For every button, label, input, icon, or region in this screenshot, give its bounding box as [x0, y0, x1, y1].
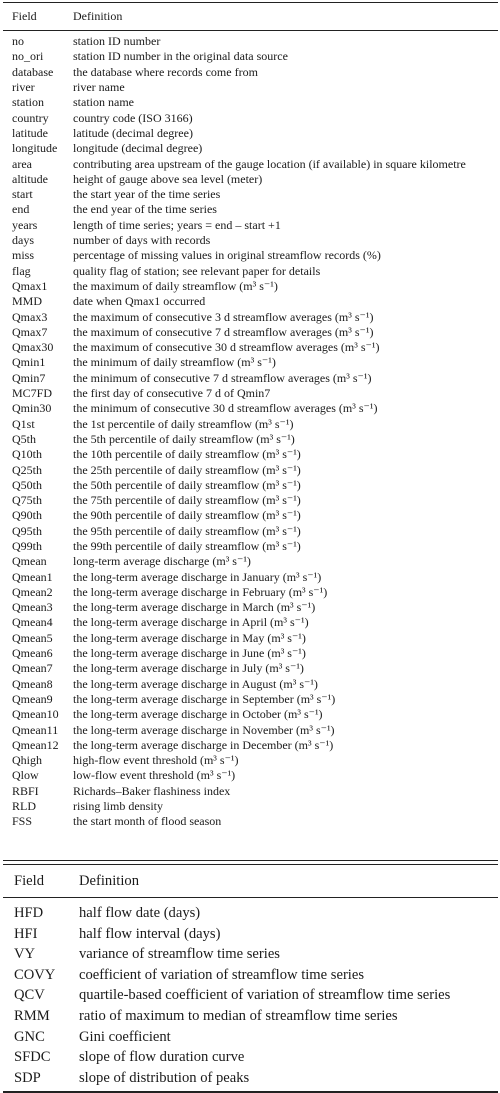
field-definition: the 25th percentile of daily streamflow (m³ s⁻¹)	[73, 462, 301, 477]
field-definition: river name	[73, 80, 125, 95]
table-row	[3, 417, 498, 432]
table-row	[3, 723, 498, 738]
field-name: end	[12, 202, 30, 217]
field-definition: Gini coefficient	[79, 1028, 171, 1045]
field-definition: variance of streamflow time series	[79, 946, 280, 963]
field-name: RBFI	[12, 783, 39, 798]
field-definition: the minimum of consecutive 30 d streamflow averages (m³ s⁻¹)	[73, 401, 378, 416]
table-row	[3, 646, 498, 661]
fields-table-upper	[3, 2, 498, 833]
field-definition: the long-term average discharge in October (m³ s⁻¹)	[73, 707, 323, 722]
field-name: GNC	[14, 1028, 45, 1045]
field-name: MMD	[12, 294, 43, 309]
table-row	[3, 965, 498, 986]
field-definition: the 99th percentile of daily streamflow (m³ s⁻¹)	[73, 538, 301, 553]
field-name: HFI	[14, 925, 38, 942]
table-row	[3, 126, 498, 141]
field-name: FSS	[12, 814, 33, 829]
field-name: Qlow	[12, 768, 39, 783]
table-row	[3, 677, 498, 692]
table-row	[3, 570, 498, 585]
table-row	[3, 172, 498, 187]
table-row	[3, 202, 498, 217]
field-name: Q10th	[12, 447, 42, 462]
field-name: miss	[12, 248, 35, 263]
table-row	[3, 340, 498, 355]
field-name: Qmean8	[12, 676, 53, 691]
field-name: no_ori	[12, 49, 44, 64]
field-definition: the long-term average discharge in June (m³ s⁻¹)	[73, 646, 306, 661]
table-row	[3, 386, 498, 401]
table-row	[3, 508, 498, 523]
field-name: Qmean4	[12, 615, 53, 630]
table-row	[3, 985, 498, 1006]
field-name: Qmean5	[12, 630, 53, 645]
field-definition: ratio of maximum to median of streamflow time series	[79, 1007, 398, 1024]
field-name: Qmean2	[12, 584, 53, 599]
table-header	[3, 865, 498, 897]
table-row	[3, 814, 498, 829]
table-row	[3, 524, 498, 539]
field-name: QCV	[14, 987, 45, 1004]
table-row	[3, 784, 498, 799]
table-row	[3, 615, 498, 630]
table-row	[3, 248, 498, 263]
bottom-rule	[3, 1091, 498, 1092]
table-row	[3, 141, 498, 156]
field-name: Q5th	[12, 431, 36, 446]
field-definition: the end year of the time series	[73, 202, 217, 217]
field-definition: the long-term average discharge in March (m³ s⁻¹)	[73, 600, 316, 615]
table-row	[3, 903, 498, 924]
table-row	[3, 65, 498, 80]
field-definition: the minimum of daily streamflow (m³ s⁻¹)	[73, 355, 276, 370]
field-name: COVY	[14, 966, 56, 983]
field-name: days	[12, 233, 34, 248]
field-definition: quality flag of station; see relevant paper for details	[73, 263, 321, 278]
field-definition: the 10th percentile of daily streamflow (m³ s⁻¹)	[73, 447, 301, 462]
field-name: Qmean3	[12, 600, 53, 615]
field-definition: height of gauge above sea level (meter)	[73, 171, 263, 186]
field-definition: the long-term average discharge in November (m³ s⁻¹)	[73, 722, 335, 737]
field-name: no	[12, 34, 24, 49]
table-row	[3, 600, 498, 615]
field-definition: contributing area upstream of the gauge location (if available) in square kilometre	[73, 156, 466, 171]
field-definition: the minimum of consecutive 7 d streamflow averages (m³ s⁻¹)	[73, 370, 372, 385]
table-row	[3, 49, 498, 64]
field-definition: date when Qmax1 occurred	[73, 294, 206, 309]
field-definition: the first day of consecutive 7 d of Qmin7	[73, 386, 271, 401]
field-definition: station ID number in the original data source	[73, 49, 288, 64]
field-definition: the database where records come from	[73, 64, 258, 79]
field-name: Qmax1	[12, 278, 48, 293]
field-name: country	[12, 110, 49, 125]
field-definition: the long-term average discharge in August (m³ s⁻¹)	[73, 676, 318, 691]
field-definition: the long-term average discharge in September (m³ s⁻¹)	[73, 691, 336, 706]
field-name: Q99th	[12, 538, 42, 553]
table-row	[3, 707, 498, 722]
field-definition: slope of flow duration curve	[79, 1049, 245, 1066]
field-definition: latitude (decimal degree)	[73, 125, 193, 140]
field-name: start	[12, 187, 33, 202]
table-row	[3, 539, 498, 554]
fields-table-lower	[3, 865, 498, 1093]
field-name: area	[12, 156, 32, 171]
field-definition: the 1st percentile of daily streamflow (m³ s⁻¹)	[73, 416, 294, 431]
field-definition: percentage of missing values in original streamflow records (%)	[73, 248, 381, 263]
field-definition: the maximum of consecutive 3 d streamflow averages (m³ s⁻¹)	[73, 309, 374, 324]
field-definition: number of days with records	[73, 233, 211, 248]
field-definition: the 75th percentile of daily streamflow (m³ s⁻¹)	[73, 493, 301, 508]
field-name: river	[12, 80, 35, 95]
table-row	[3, 401, 498, 416]
table-row	[3, 1068, 498, 1089]
table-row	[3, 768, 498, 783]
field-name: Q25th	[12, 462, 42, 477]
field-name: years	[12, 217, 38, 232]
field-name: Qmax3	[12, 309, 48, 324]
field-name: station	[12, 95, 44, 110]
table-row	[3, 187, 498, 202]
field-definition: half flow interval (days)	[79, 925, 221, 942]
field-name: altitude	[12, 171, 48, 186]
field-name: HFD	[14, 905, 44, 921]
field-definition: station ID number	[73, 34, 161, 49]
field-name: database	[12, 64, 54, 79]
table-body	[3, 898, 498, 1091]
field-definition: country code (ISO 3166)	[73, 110, 193, 125]
field-definition: the long-term average discharge in May (m³ s⁻¹)	[73, 630, 306, 645]
table-row	[3, 279, 498, 294]
table-body	[3, 31, 498, 832]
field-name: Qmean6	[12, 646, 53, 661]
field-name: Qmin1	[12, 355, 46, 370]
field-name: Qmean12	[12, 737, 59, 752]
field-name: Qmin30	[12, 401, 52, 416]
field-definition: longitude (decimal degree)	[73, 141, 203, 156]
table-row	[3, 233, 498, 248]
table-row	[3, 585, 498, 600]
field-definition: the long-term average discharge in February (m³ s⁻¹)	[73, 584, 328, 599]
field-name: Qmean7	[12, 661, 53, 676]
field-definition: the long-term average discharge in December (m³ s⁻¹)	[73, 737, 334, 752]
header-field: Field	[14, 873, 44, 889]
field-definition: coefficient of variation of streamflow time series	[79, 966, 365, 983]
field-name: Qmin7	[12, 370, 46, 385]
table-row	[3, 310, 498, 325]
field-definition: the maximum of daily streamflow (m³ s⁻¹)	[73, 278, 278, 293]
header-definition: Definition	[79, 873, 139, 889]
table-row	[3, 157, 498, 172]
field-name: MC7FD	[12, 386, 53, 401]
table-row	[3, 1047, 498, 1068]
table-row	[3, 463, 498, 478]
field-definition: the 90th percentile of daily streamflow (m³ s⁻¹)	[73, 508, 301, 523]
field-name: Qmean10	[12, 707, 59, 722]
field-definition: Richards–Baker flashiness index	[73, 783, 231, 798]
field-name: Qhigh	[12, 753, 42, 768]
field-name: Q1st	[12, 416, 35, 431]
header-definition: Definition	[73, 9, 123, 24]
field-definition: the long-term average discharge in July (m³ s⁻¹)	[73, 661, 304, 676]
field-definition: the long-term average discharge in April (m³ s⁻¹)	[73, 615, 309, 630]
field-definition: low-flow event threshold (m³ s⁻¹)	[73, 768, 236, 783]
field-name: Qmean1	[12, 569, 53, 584]
table-row	[3, 355, 498, 370]
field-definition: high-flow event threshold (m³ s⁻¹)	[73, 753, 239, 768]
field-definition: quartile-based coefficient of variation of streamflow time series	[79, 987, 451, 1004]
table-row	[3, 111, 498, 126]
table-row	[3, 80, 498, 95]
field-definition: the start year of the time series	[73, 187, 221, 202]
field-definition: station name	[73, 95, 134, 110]
table-row	[3, 95, 498, 110]
field-name: Q50th	[12, 477, 42, 492]
table-row	[3, 799, 498, 814]
field-name: Q75th	[12, 493, 42, 508]
table-row	[3, 218, 498, 233]
table-row	[3, 1027, 498, 1048]
field-name: RMM	[14, 1007, 50, 1024]
table-row	[3, 944, 498, 965]
field-definition: slope of distribution of peaks	[79, 1069, 250, 1086]
table-row	[3, 753, 498, 768]
table-row	[3, 325, 498, 340]
field-definition: the long-term average discharge in January (m³ s⁻¹)	[73, 569, 322, 584]
field-definition: length of time series; years = end – start +1	[73, 217, 281, 232]
table-row	[3, 661, 498, 676]
field-name: Qmean9	[12, 691, 53, 706]
table-row	[3, 692, 498, 707]
field-name: latitude	[12, 125, 48, 140]
field-definition: the start month of flood season	[73, 814, 222, 829]
table-row	[3, 447, 498, 462]
table-row	[3, 554, 498, 569]
field-name: VY	[14, 946, 36, 963]
field-name: longitude	[12, 141, 58, 156]
field-name: SDP	[14, 1069, 41, 1086]
field-name: Qmean11	[12, 722, 59, 737]
table-row	[3, 371, 498, 386]
field-definition: long-term average discharge (m³ s⁻¹)	[73, 554, 251, 569]
field-name: Q90th	[12, 508, 42, 523]
table-row	[3, 264, 498, 279]
field-name: Qmean	[12, 554, 47, 569]
table-row	[3, 34, 498, 49]
table-row	[3, 294, 498, 309]
field-name: RLD	[12, 799, 36, 814]
field-definition: rising limb density	[73, 799, 163, 814]
field-name: Q95th	[12, 523, 42, 538]
table-row	[3, 432, 498, 447]
field-definition: the 5th percentile of daily streamflow (m³ s⁻¹)	[73, 431, 295, 446]
field-definition: the maximum of consecutive 7 d streamflow averages (m³ s⁻¹)	[73, 324, 374, 339]
field-definition: half flow date (days)	[79, 905, 201, 921]
field-name: flag	[12, 263, 31, 278]
table-header	[3, 3, 498, 30]
field-name: SFDC	[14, 1049, 51, 1066]
table-row	[3, 478, 498, 493]
table-row	[3, 738, 498, 753]
field-definition: the 50th percentile of daily streamflow (m³ s⁻¹)	[73, 477, 301, 492]
table-row	[3, 924, 498, 945]
field-definition: the maximum of consecutive 30 d streamflow averages (m³ s⁻¹)	[73, 340, 380, 355]
field-name: Qmax7	[12, 324, 48, 339]
field-definition: the 95th percentile of daily streamflow (m³ s⁻¹)	[73, 523, 301, 538]
table-row	[3, 631, 498, 646]
field-name: Qmax30	[12, 340, 54, 355]
header-field: Field	[12, 9, 37, 24]
table-row	[3, 493, 498, 508]
table-row	[3, 1006, 498, 1027]
